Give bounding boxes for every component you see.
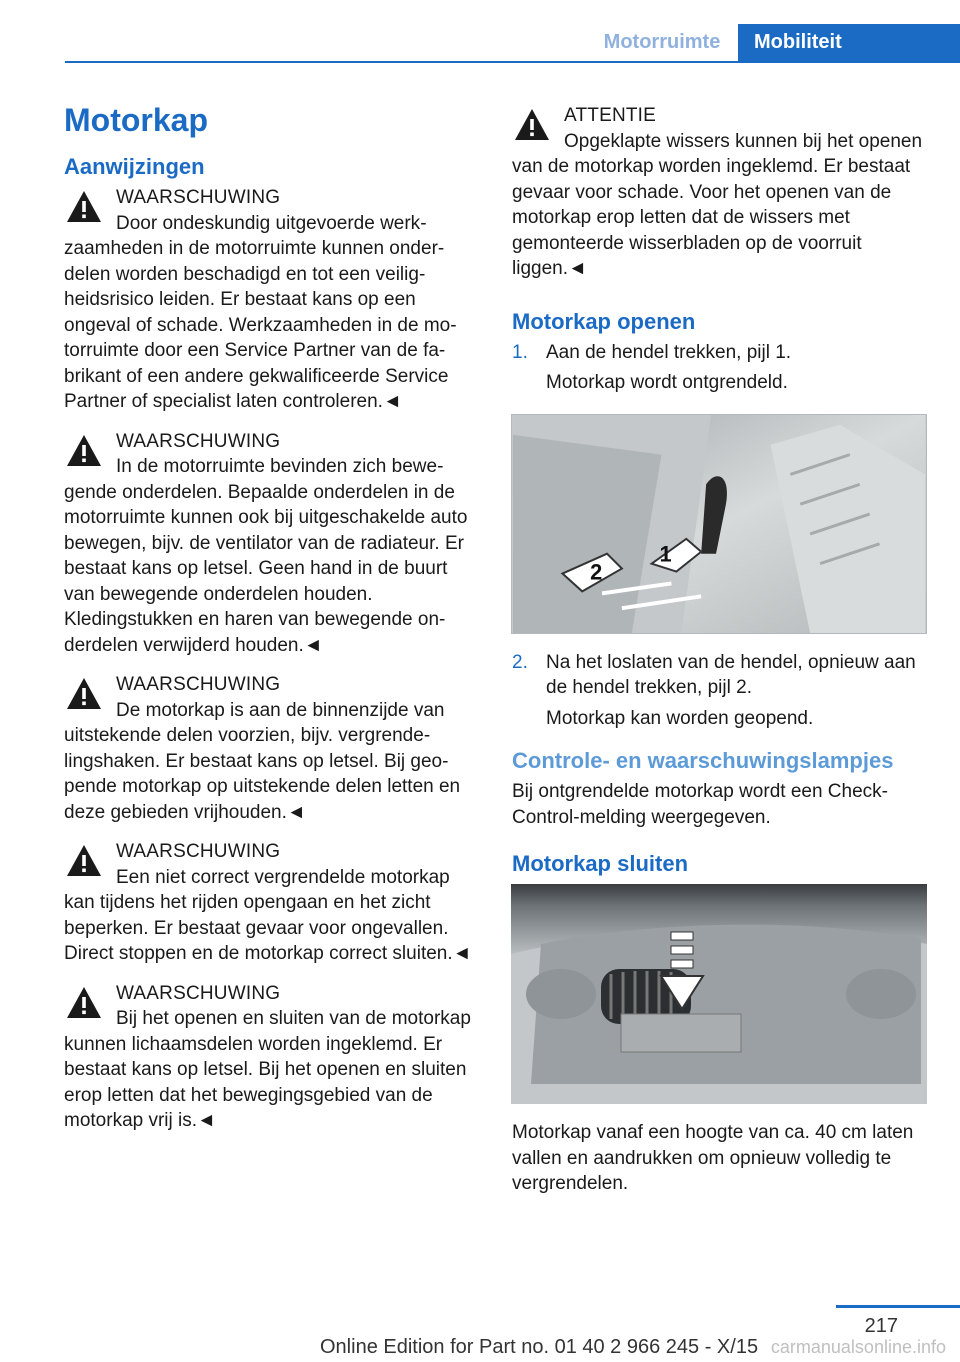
hood-release-lever-photo xyxy=(511,414,927,634)
warning-text: De motorkap is aan de binnenzijde van uitstekende delen voorzien, bijv. vergrendelingshaken. Er bestaat kans op letsel. Bij geopende motorkap op uitstekende delen letten en deze gebieden vrijhouden.◄ xyxy=(64,699,461,823)
step-result: Motorkap wordt ontgrendeld. xyxy=(546,372,788,393)
hood-close-photo xyxy=(511,884,927,1104)
warning-triangle-icon xyxy=(64,187,104,227)
arrow-label-1: 1 xyxy=(659,541,672,567)
step-item xyxy=(512,340,930,396)
header-rule xyxy=(65,61,960,63)
warning-block xyxy=(64,672,482,825)
warning-triangle-icon xyxy=(64,841,104,881)
warning-label: WAARSCHUWING xyxy=(116,430,281,452)
section-aanwijzingen: Aanwijzingen xyxy=(64,154,205,179)
step-text: Aan de hendel trekken, pijl 1. xyxy=(546,341,792,363)
right-column xyxy=(512,95,930,1197)
warning-block xyxy=(64,185,482,415)
warning-triangle-icon xyxy=(512,105,552,145)
step-result: Motorkap kan worden geopend. xyxy=(546,707,814,729)
footer-rule xyxy=(836,1305,960,1308)
page-title: Motorkap xyxy=(64,102,208,138)
left-column xyxy=(64,95,482,1134)
warning-text: In de motorruimte bevinden zich bewegende onderdelen. Bepaalde onderdelen in de motorruimte kunnen ook bij uitgeschakelde auto bewegen, bijv. de ventilator van de radiateur. Er bestaat kans op letsel. Geen hand in de buurt van bewegende onderdelen houden. Kledingstukken en haren van bewegende onderdelen verwijderd houden.◄ xyxy=(64,456,468,656)
steps-list xyxy=(512,650,930,732)
warning-triangle-icon xyxy=(64,983,104,1023)
section-motorkap-sluiten: Motorkap sluiten xyxy=(512,851,689,876)
step-number: 2. xyxy=(512,651,528,673)
close-text: Motorkap vanaf een hoogte van ca. 40 cm laten vallen en aandrukken om opnieuw volledig te vergrendelen. xyxy=(512,1122,914,1194)
tab-mobiliteit[interactable]: Mobiliteit xyxy=(738,24,960,61)
attention-text: Opgeklapte wissers kunnen bij het openen van de motorkap worden ingeklemd. Er bestaat gevaar voor schade. Voor het openen van de motorkap erop letten dat de wissers met gemonteerde wisserbladen op de voorruit liggen.◄ xyxy=(512,130,923,279)
warning-text: Door ondeskundig uitgevoerde werkzaamheden in de motorruimte kunnen onderdelen worden beschadigd en tot een veiligheidsrisico leiden. Er bestaat kans op een ongeval of schade. Werkzaamheden in de motorruimte door een Service Partner van de fabrikant of een andere gekwalificeerde Service Partner of specialist laten controleren.◄ xyxy=(64,212,457,412)
warning-label: WAARSCHUWING xyxy=(116,982,281,1004)
warning-label: WAARSCHUWING xyxy=(116,187,281,208)
warning-block xyxy=(64,429,482,659)
section-controle-lampjes: Controle- en waarschuwingslampjes xyxy=(512,748,894,773)
step-number: 1. xyxy=(512,341,528,363)
page-number: 217 xyxy=(864,1315,898,1337)
warning-label: WAARSCHUWING xyxy=(116,841,281,862)
tab-motorruimte[interactable]: Motorruimte xyxy=(586,24,738,61)
warning-text: Bij het openen en sluiten van de motorkap kunnen lichaamsdelen worden ingeklemd. Er bestaat kans op letsel. Bij het openen en sluiten erop letten dat het bewegingsgebied van de motorkap vrij is.◄ xyxy=(64,1008,471,1131)
section-motorkap-openen: Motorkap openen xyxy=(512,308,696,334)
lamps-text: Bij ontgrendelde motorkap wordt een Check-Control-melding weergegeven. xyxy=(512,781,888,828)
step-item xyxy=(512,650,930,732)
steps-list xyxy=(512,340,930,396)
warning-text: Een niet correct vergrendelde motorkap kan tijdens het rijden opengaan en het zicht beperken. Er bestaat gevaar voor ongevallen. Direct stoppen en de motorkap correct sluiten.◄ xyxy=(64,866,472,964)
warning-block xyxy=(64,839,482,967)
warning-triangle-icon xyxy=(64,674,104,714)
step-text: Na het loslaten van de hendel, opnieuw aan de hendel trekken, pijl 2. xyxy=(546,651,916,698)
arrow-label-2: 2 xyxy=(590,558,603,584)
watermark: carmanualsonline.info xyxy=(770,1337,946,1357)
warning-label: WAARSCHUWING xyxy=(116,674,281,695)
warning-block xyxy=(64,981,482,1134)
attention-label: ATTENTIE xyxy=(564,105,657,126)
edition-text: Online Edition for Part no. 01 40 2 966 245 - X/15 xyxy=(320,1336,759,1358)
warning-triangle-icon xyxy=(64,431,104,471)
attention-block xyxy=(512,103,930,282)
